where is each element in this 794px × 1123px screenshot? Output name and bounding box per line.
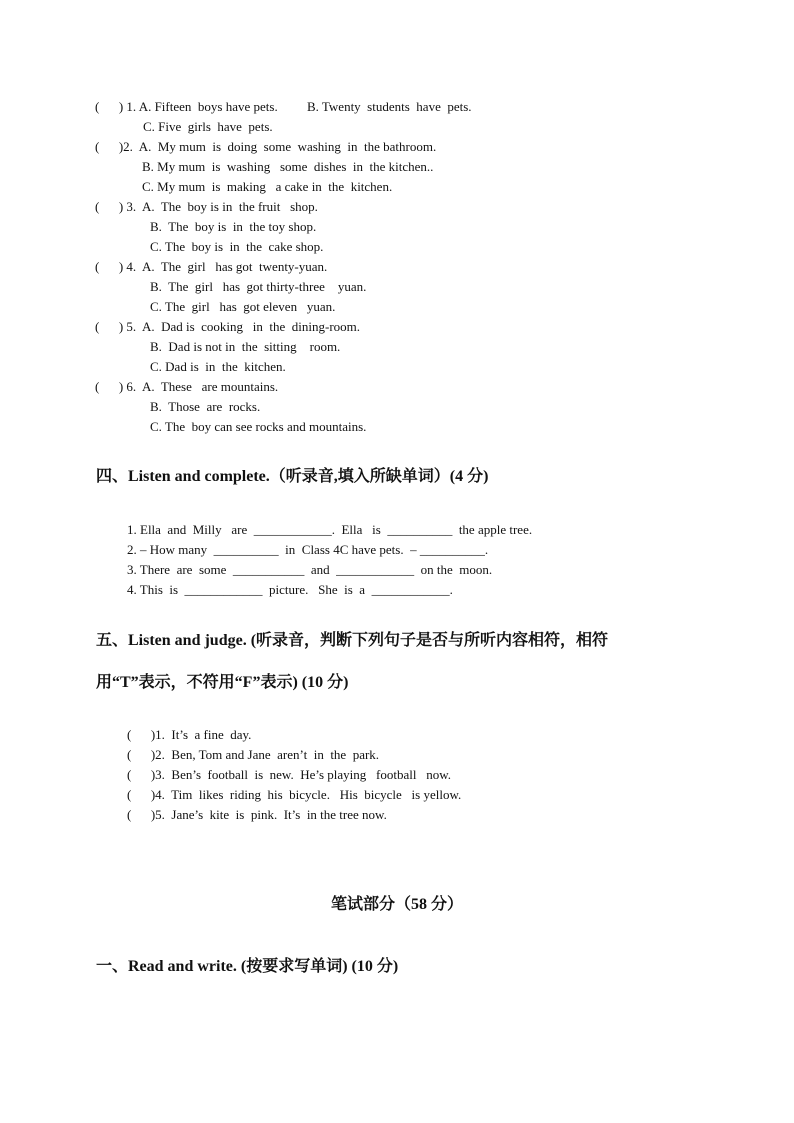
- section-4-heading: 四、Listen and complete.（听录音,填入所缺单词）(4 分): [96, 468, 489, 485]
- question-3-option-c: C. The boy is in the cake shop.: [150, 239, 324, 254]
- judge-item-4: ( )4. Tim likes riding his bicycle. His bicycle is yellow.: [127, 787, 462, 802]
- judge-item-2: ( )2. Ben, Tom and Jane aren’t in the park.: [127, 747, 380, 762]
- question-5: ( ) 5. A. Dad is cooking in the dining-room.: [95, 319, 361, 334]
- complete-item-1: 1. Ella and Milly are ____________. Ella is __________ the apple tree.: [127, 522, 533, 537]
- question-4: ( ) 4. A. The girl has got twenty-yuan.: [95, 259, 328, 274]
- question-2-option-b: B. My mum is washing some dishes in the kitchen..: [142, 159, 434, 174]
- complete-item-4: 4. This is ____________ picture. She is a ____________.: [127, 582, 453, 597]
- judge-item-3: ( )3. Ben’s football is new. He’s playing football now.: [127, 767, 451, 782]
- question-5-option-c: C. Dad is in the kitchen.: [150, 359, 286, 374]
- question-3: ( ) 3. A. The boy is in the fruit shop.: [95, 199, 318, 214]
- question-6-option-c: C. The boy can see rocks and mountains.: [150, 419, 367, 434]
- question-1-option-c: C. Five girls have pets.: [143, 119, 273, 134]
- written-section-1-heading: 一、Read and write. (按要求写单词) (10 分): [96, 958, 399, 975]
- question-6: ( ) 6. A. These are mountains.: [95, 379, 279, 394]
- question-4-option-b: B. The girl has got thirty-three yuan.: [150, 279, 367, 294]
- judge-item-5: ( )5. Jane’s kite is pink. It’s in the tree now.: [127, 807, 387, 822]
- question-2-option-c: C. My mum is making a cake in the kitchen.: [142, 179, 393, 194]
- question-2: ( )2. A. My mum is doing some washing in the bathroom.: [95, 139, 437, 154]
- complete-item-2: 2. – How many __________ in Class 4C have pets. – __________.: [127, 542, 489, 557]
- question-6-option-b: B. Those are rocks.: [150, 399, 261, 414]
- question-1: ( ) 1. A. Fifteen boys have pets. B. Twenty students have pets.: [95, 99, 472, 114]
- section-5-heading-line-2: 用“T”表示，不符用“F”表示) (10 分): [96, 674, 349, 691]
- judge-item-1: ( )1. It’s a fine day.: [127, 727, 252, 742]
- question-4-option-c: C. The girl has got eleven yuan.: [150, 299, 336, 314]
- question-3-option-b: B. The boy is in the toy shop.: [150, 219, 317, 234]
- section-5-heading-line-1: 五、Listen and judge. (听录音，判断下列句子是否与所听内容相符，相符: [96, 632, 609, 649]
- question-5-option-b: B. Dad is not in the sitting room.: [150, 339, 341, 354]
- written-part-title: 笔试部分（58 分）: [330, 896, 463, 913]
- complete-item-3: 3. There are some ___________ and ____________ on the moon.: [127, 562, 493, 577]
